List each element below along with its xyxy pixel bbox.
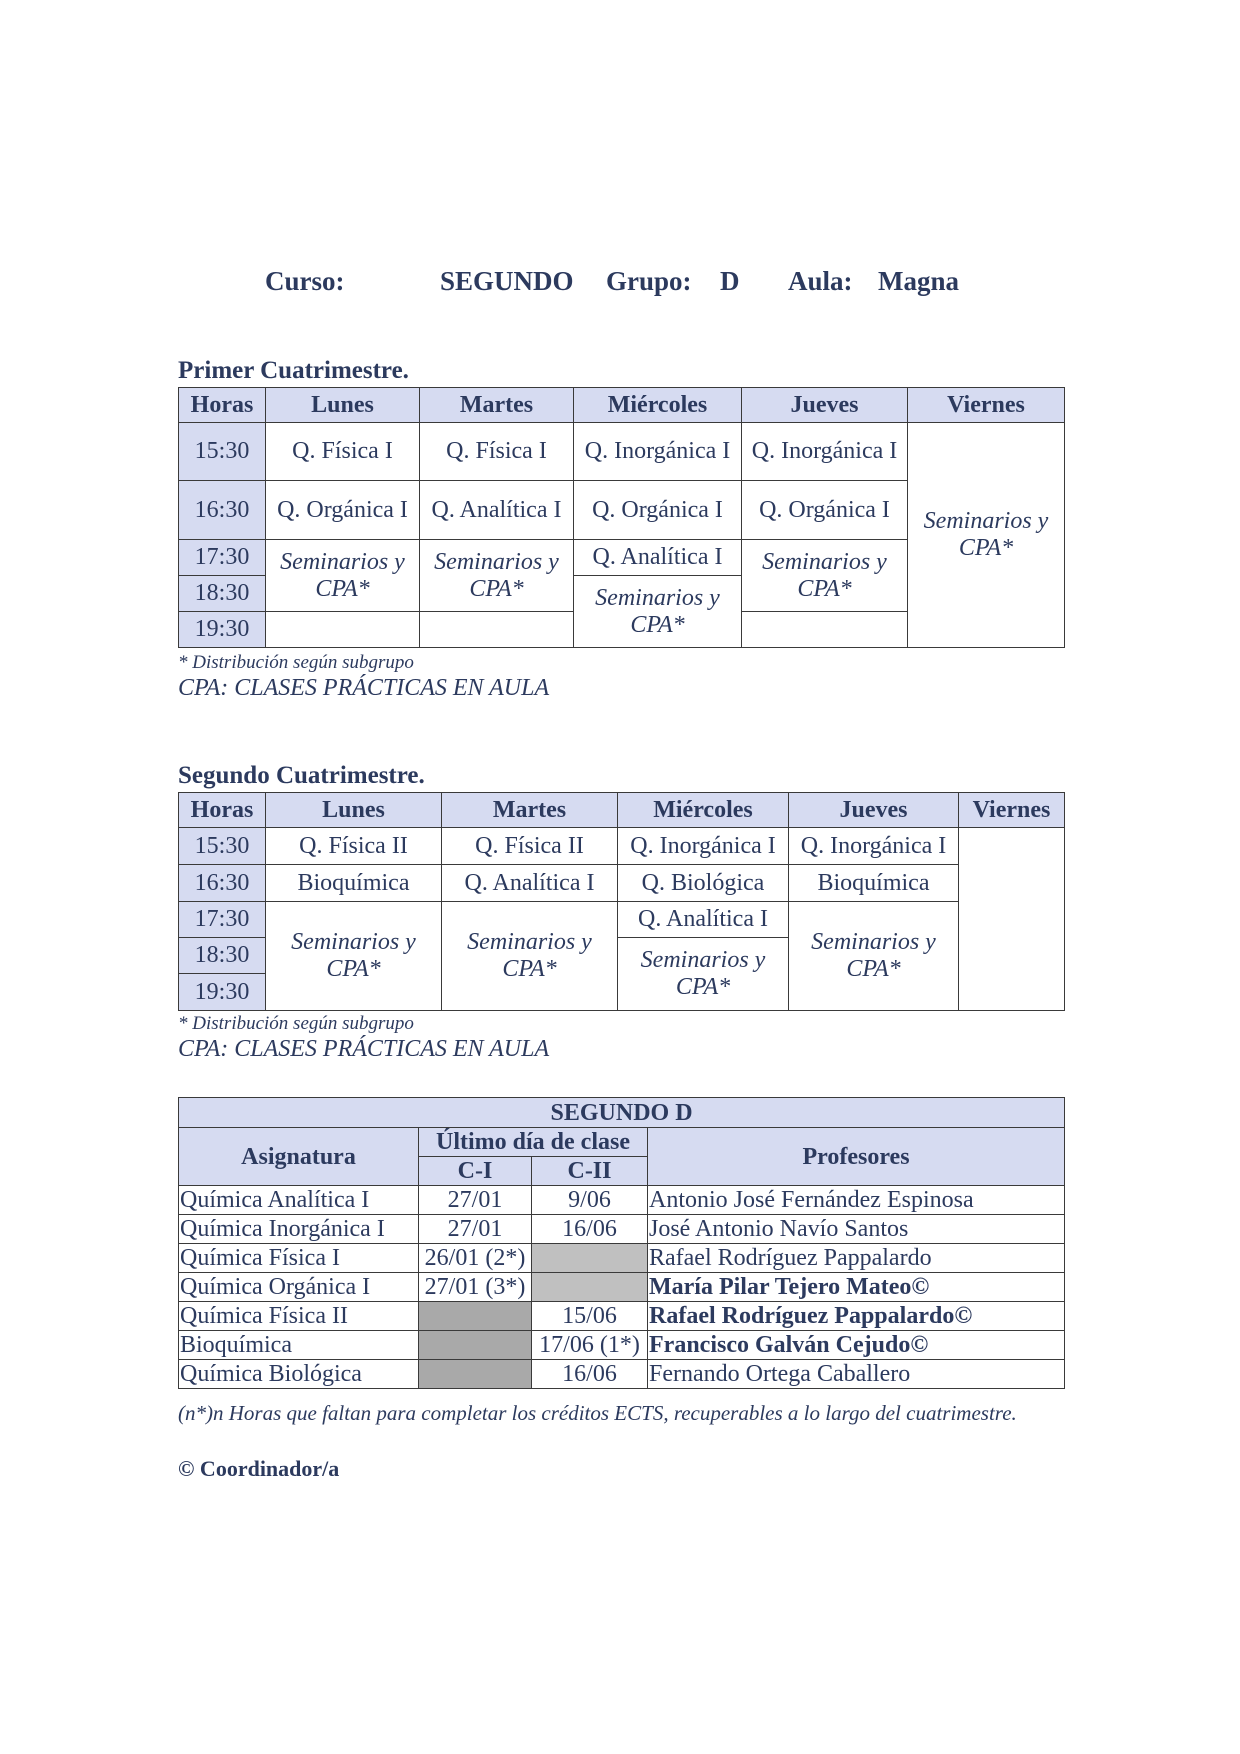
- table-row: [179, 1273, 1065, 1302]
- hour-cell: 16:30: [179, 865, 266, 902]
- class-cell: Seminarios y CPA*: [908, 423, 1065, 648]
- col-viernes: Viernes: [959, 793, 1065, 828]
- col-asignatura: Asignatura: [179, 1128, 419, 1186]
- hour-cell: 19:30: [179, 974, 266, 1011]
- class-cell: Bioquímica: [266, 865, 442, 902]
- class-cell: Seminarios y CPA*: [420, 540, 574, 612]
- class-cell: Q. Analítica I: [618, 902, 789, 938]
- cii-cell: 16/06: [532, 1360, 648, 1389]
- class-cell: Q. Física II: [266, 828, 442, 865]
- cpa-note: CPA: CLASES PRÁCTICAS EN AULA: [178, 1036, 550, 1062]
- ci-cell: 27/01: [419, 1186, 532, 1215]
- class-cell: Q. Biológica: [618, 865, 789, 902]
- col-martes: Martes: [442, 793, 618, 828]
- asignatura-cell: Química Física I: [179, 1244, 419, 1273]
- empty-cell: [420, 612, 574, 648]
- primer-schedule-table: [178, 387, 1065, 648]
- ci-cell: 27/01 (3*): [419, 1273, 532, 1302]
- ects-footnote: (n*)n Horas que faltan para completar los créditos ECTS, recuperables a lo largo del cuatrimestre.: [178, 1401, 1017, 1425]
- asignatura-cell: Química Biológica: [179, 1360, 419, 1389]
- col-horas: Horas: [179, 388, 266, 423]
- table-row: [179, 423, 1065, 481]
- class-cell: Q. Física I: [266, 423, 420, 481]
- class-cell: Q. Inorgánica I: [742, 423, 908, 481]
- asignatura-cell: Química Analítica I: [179, 1186, 419, 1215]
- class-cell: Bioquímica: [789, 865, 959, 902]
- asignatura-cell: Química Orgánica I: [179, 1273, 419, 1302]
- class-cell: Seminarios y CPA*: [266, 902, 442, 1011]
- class-cell: Q. Orgánica I: [742, 481, 908, 540]
- hour-cell: 17:30: [179, 540, 266, 576]
- col-jueves: Jueves: [789, 793, 959, 828]
- cii-cell: 16/06: [532, 1215, 648, 1244]
- table-row: [179, 1331, 1065, 1360]
- col-miercoles: Miércoles: [574, 388, 742, 423]
- asignatura-cell: Química Física II: [179, 1302, 419, 1331]
- class-cell: Q. Inorgánica I: [574, 423, 742, 481]
- asignatura-cell: Química Inorgánica I: [179, 1215, 419, 1244]
- grupo-value: D: [720, 266, 740, 296]
- class-cell: Seminarios y CPA*: [574, 576, 742, 648]
- profesor-cell: María Pilar Tejero Mateo©: [648, 1273, 1065, 1302]
- profesor-cell: Antonio José Fernández Espinosa: [648, 1186, 1065, 1215]
- class-cell: Q. Física II: [442, 828, 618, 865]
- class-cell: Seminarios y CPA*: [742, 540, 908, 612]
- cpa-note: CPA: CLASES PRÁCTICAS EN AULA: [178, 675, 550, 701]
- col-ultimo-dia: Último día de clase: [419, 1128, 648, 1157]
- empty-cell: [742, 612, 908, 648]
- coordinador-note: © Coordinador/a: [178, 1456, 340, 1481]
- table-row: [179, 828, 1065, 865]
- class-cell: Seminarios y CPA*: [618, 938, 789, 1011]
- col-lunes: Lunes: [266, 388, 420, 423]
- class-cell: Q. Inorgánica I: [789, 828, 959, 865]
- col-profesores: Profesores: [648, 1128, 1065, 1186]
- summary-title: SEGUNDO D: [179, 1098, 1065, 1128]
- col-horas: Horas: [179, 793, 266, 828]
- class-cell: Q. Orgánica I: [574, 481, 742, 540]
- class-cell: Q. Física I: [420, 423, 574, 481]
- ci-cell-shaded: [419, 1360, 532, 1389]
- col-cii: C-II: [532, 1157, 648, 1186]
- ci-cell: 27/01: [419, 1215, 532, 1244]
- table-row: [179, 1215, 1065, 1244]
- class-cell: Q. Analítica I: [442, 865, 618, 902]
- segundo-schedule-table: [178, 792, 1065, 1011]
- profesor-cell: Rafael Rodríguez Pappalardo: [648, 1244, 1065, 1273]
- col-jueves: Jueves: [742, 388, 908, 423]
- class-cell: Q. Orgánica I: [266, 481, 420, 540]
- curso-value: SEGUNDO: [440, 266, 574, 296]
- cii-cell: 17/06 (1*): [532, 1331, 648, 1360]
- col-martes: Martes: [420, 388, 574, 423]
- class-cell: Q. Analítica I: [420, 481, 574, 540]
- hour-cell: 15:30: [179, 828, 266, 865]
- primer-title: Primer Cuatrimestre.: [178, 357, 409, 384]
- table-row: [179, 902, 1065, 938]
- class-cell: Seminarios y CPA*: [789, 902, 959, 1011]
- hour-cell: 17:30: [179, 902, 266, 938]
- empty-cell: [959, 828, 1065, 1011]
- ci-cell-shaded: [419, 1331, 532, 1360]
- profesor-cell: Fernando Ortega Caballero: [648, 1360, 1065, 1389]
- profesor-cell: José Antonio Navío Santos: [648, 1215, 1065, 1244]
- empty-cell: [266, 612, 420, 648]
- table-header-row: [179, 793, 1065, 828]
- table-row: [179, 1244, 1065, 1273]
- class-cell: Seminarios y CPA*: [266, 540, 420, 612]
- hour-cell: 16:30: [179, 481, 266, 540]
- class-cell: Seminarios y CPA*: [442, 902, 618, 1011]
- table-row: [179, 1302, 1065, 1331]
- table-row: [179, 865, 1065, 902]
- cii-cell: 15/06: [532, 1302, 648, 1331]
- table-row: [179, 1186, 1065, 1215]
- col-lunes: Lunes: [266, 793, 442, 828]
- class-cell: Q. Inorgánica I: [618, 828, 789, 865]
- distribucion-note: * Distribución según subgrupo: [178, 1013, 414, 1034]
- hour-cell: 15:30: [179, 423, 266, 481]
- aula-value: Magna: [878, 266, 959, 296]
- summary-title-row: [179, 1098, 1065, 1128]
- cii-cell-shaded: [532, 1273, 648, 1302]
- col-miercoles: Miércoles: [618, 793, 789, 828]
- table-header-row: [179, 388, 1065, 423]
- col-ci: C-I: [419, 1157, 532, 1186]
- aula-label: Aula:: [788, 266, 853, 296]
- cii-cell-shaded: [532, 1244, 648, 1273]
- distribucion-note: * Distribución según subgrupo: [178, 652, 414, 673]
- course-header: [0, 266, 1240, 306]
- asignatura-cell: Bioquímica: [179, 1331, 419, 1360]
- ci-cell: 26/01 (2*): [419, 1244, 532, 1273]
- table-row: [179, 1360, 1065, 1389]
- grupo-label: Grupo:: [606, 266, 692, 296]
- subjects-table: [178, 1097, 1065, 1389]
- col-viernes: Viernes: [908, 388, 1065, 423]
- hour-cell: 18:30: [179, 938, 266, 974]
- profesor-cell: Rafael Rodríguez Pappalardo©: [648, 1302, 1065, 1331]
- curso-label: Curso:: [265, 266, 345, 296]
- segundo-title: Segundo Cuatrimestre.: [178, 762, 425, 789]
- hour-cell: 18:30: [179, 576, 266, 612]
- table-header-row: [179, 1128, 1065, 1157]
- cii-cell: 9/06: [532, 1186, 648, 1215]
- class-cell: Q. Analítica I: [574, 540, 742, 576]
- hour-cell: 19:30: [179, 612, 266, 648]
- ci-cell-shaded: [419, 1302, 532, 1331]
- profesor-cell: Francisco Galván Cejudo©: [648, 1331, 1065, 1360]
